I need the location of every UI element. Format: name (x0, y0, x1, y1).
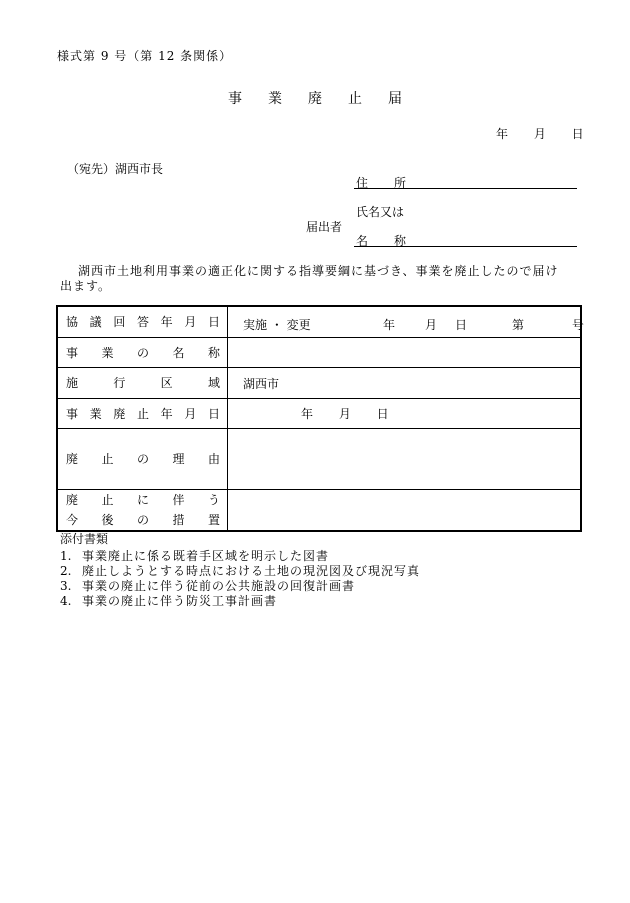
consult-day: 日 (455, 318, 468, 332)
addressee: （宛先）湖西市長 (67, 162, 164, 176)
name-line[interactable] (354, 246, 577, 247)
body-text: 湖西市土地利用事業の適正化に関する指導要綱に基づき、事業を廃止したので届け出ます。 (60, 264, 559, 293)
area-label: 施行区域 (66, 376, 220, 390)
consult-dai: 第 (512, 318, 525, 332)
measures-label-line1: 廃止に伴う (66, 493, 220, 507)
address-line[interactable] (354, 188, 577, 189)
name-label-bottom: 名称 (356, 234, 406, 248)
consult-month: 月 (425, 318, 438, 332)
list-item: 2. 廃止しようとする時点における土地の現況図及び現況写真 (60, 564, 421, 578)
project-name-label: 事業の名称 (66, 345, 220, 360)
list-item: 4. 事業の廃止に伴う防災工事計画書 (60, 594, 278, 608)
form-number: 様式第 9 号（第 12 条関係） (57, 49, 233, 63)
address-label: 住所 (356, 176, 406, 190)
reason-value[interactable] (228, 429, 582, 490)
list-item: 3. 事業の廃止に伴う従前の公共施設の回復計画書 (60, 579, 356, 593)
name-label-top: 氏名又は (356, 205, 405, 219)
list-item: 1. 事業廃止に係る既着手区域を明示した図書 (60, 549, 330, 563)
attachments-list (60, 549, 420, 609)
table-row-reason (57, 429, 581, 490)
consult-prefix: 実施 ・ 変更 (243, 318, 311, 332)
table-row-consult (57, 306, 581, 338)
consult-label: 協議回答年月日 (66, 315, 220, 329)
consult-go: 号 (572, 318, 585, 332)
abolish-date-value[interactable]: 年 月 日 (228, 399, 582, 429)
table-row-project-name (57, 338, 581, 368)
table-row-area (57, 368, 581, 399)
notification-table (56, 305, 585, 532)
table-row-abolish-date (57, 399, 581, 429)
measures-label-line2: 今後の措置 (66, 513, 220, 527)
reason-label: 廃止の理由 (66, 452, 220, 466)
page-title: 事業廃止届 (228, 91, 428, 107)
abolish-date-label: 事業廃止年月日 (66, 406, 220, 421)
area-value[interactable]: 湖西市 (228, 368, 582, 399)
consult-value-cell[interactable] (228, 306, 585, 338)
submission-date: 年 月 日 (496, 127, 584, 141)
measures-value[interactable] (228, 490, 582, 532)
project-name-value[interactable] (228, 338, 582, 368)
reporter-label: 届出者 (306, 220, 343, 234)
attachments-title: 添付書類 (60, 532, 109, 546)
consult-year: 年 (383, 318, 396, 332)
table-row-measures (57, 490, 581, 532)
